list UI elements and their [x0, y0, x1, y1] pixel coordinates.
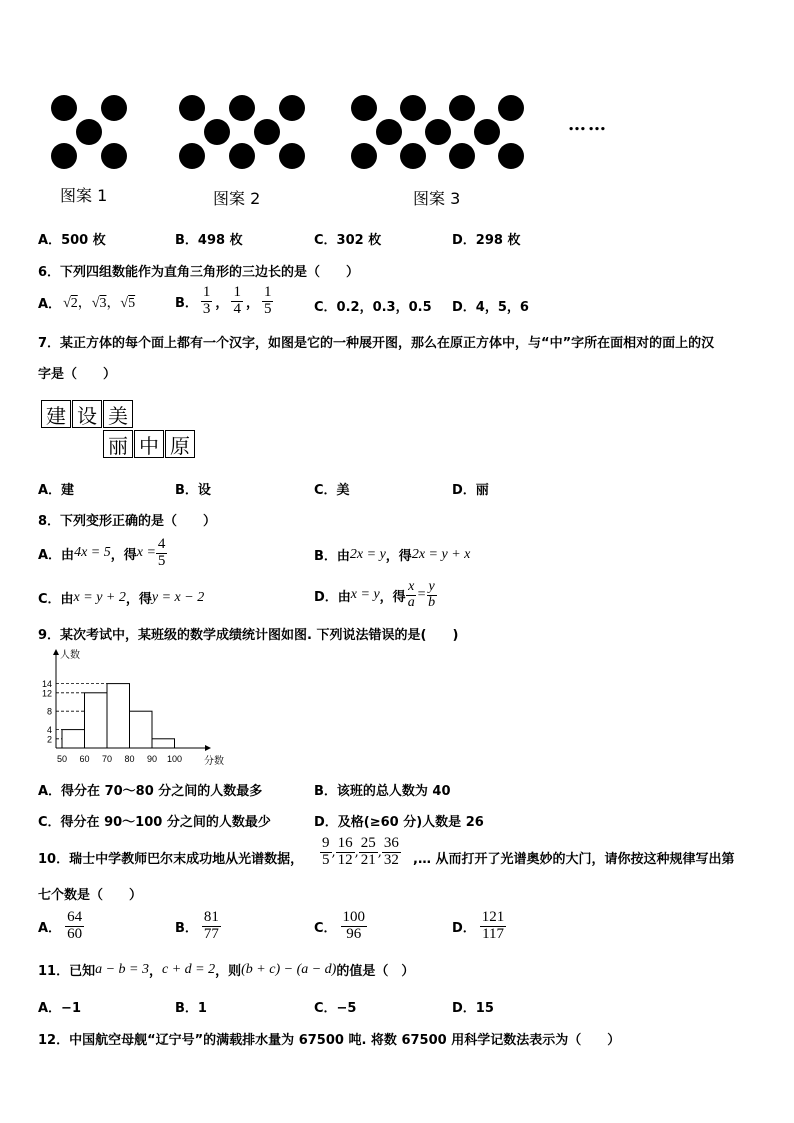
option-a[interactable]: A．500 枚	[38, 233, 106, 248]
option-b[interactable]: B．498 枚	[175, 233, 243, 248]
option-d[interactable]: D．298 枚	[452, 233, 521, 248]
q10-stem-line2: 七个数是（ ）	[38, 888, 143, 903]
q7-option-a[interactable]: A．建	[38, 483, 75, 498]
q7-stem-line2: 字是（ ）	[38, 367, 117, 382]
histogram-bar	[130, 711, 153, 748]
histogram-bar	[62, 730, 85, 748]
q9-option-b[interactable]: B．该班的总人数为 40	[314, 784, 451, 799]
dot-icon	[279, 143, 305, 169]
dot-icon	[204, 119, 230, 145]
q8-option-d[interactable]: D．由 x = y ，得 $\frac{x}{a}$ = $\frac{y}{b}$	[314, 579, 436, 610]
dot-icon	[351, 95, 377, 121]
histogram-chart	[30, 645, 230, 770]
option-c[interactable]: C．302 枚	[314, 233, 382, 248]
dot-icon	[51, 143, 77, 169]
dot-icon	[400, 95, 426, 121]
dot-icon	[449, 95, 475, 121]
q7-stem-line1: 7．某正方体的每个面上都有一个汉字，如图是它的一种展开图，那么在原正方体中，与“中”字所在面相对的面上的汉	[38, 336, 715, 351]
net-cell: 丽	[103, 430, 133, 458]
dot-icon	[425, 119, 451, 145]
q10-stem-pre: 10．瑞士中学教师巴尔末成功地从光谱数据，	[38, 852, 304, 867]
q6-option-b[interactable]: B． $\frac{1}{3}$ ， $\frac{1}{4}$ ， $\frac{1}{5}$	[175, 284, 272, 317]
x-axis-arrow-icon	[205, 745, 211, 751]
q12-stem: 12．中国航空母舰“辽宁号”的满载排水量为 67500 吨. 将数 67500 用科学记数法表示为（ ）	[38, 1033, 621, 1048]
x-tick-label: 100	[166, 754, 183, 764]
q8-option-c[interactable]: C．由 x = y + 2 ，得 y = x − 2	[38, 589, 205, 607]
dot-icon	[498, 143, 524, 169]
y-tick-label: 8	[46, 706, 52, 717]
q9-stem: 9．某次考试中，某班级的数学成绩统计图如图. 下列说法错误的是( )	[38, 628, 459, 643]
q7-option-c[interactable]: C．美	[314, 483, 350, 498]
net-cell: 美	[103, 400, 133, 428]
dot-icon	[254, 119, 280, 145]
net-cell: 原	[165, 430, 195, 458]
net-cell: 建	[41, 400, 71, 428]
histogram-bar	[152, 739, 175, 748]
pattern-label-1: 图案 1	[60, 186, 108, 205]
dot-icon	[101, 143, 127, 169]
pattern-label-3: 图案 3	[413, 189, 461, 208]
x-tick-label: 70	[101, 754, 113, 764]
q6-option-c[interactable]: C．0.2，0.3，0.5	[314, 300, 432, 315]
q8-stem: 8．下列变形正确的是（ ）	[38, 514, 217, 529]
dot-icon	[376, 119, 402, 145]
y-tick-label: 4	[46, 725, 52, 736]
dot-icon	[229, 95, 255, 121]
q7-option-b[interactable]: B．设	[175, 483, 211, 498]
q9-option-c[interactable]: C．得分在 90～100 分之间的人数最少	[38, 815, 271, 830]
q10-sequence: $\frac{9}{5}$ , $\frac{16}{12}$ , $\frac{25}{21}$ , $\frac{36}{32}$	[322, 835, 399, 868]
dot-icon	[400, 143, 426, 169]
x-axis-label: 分数	[204, 756, 224, 767]
q6-stem: 6．下列四组数能作为直角三角形的三边长的是（ ）	[38, 265, 360, 280]
q6-option-a[interactable]: A． √2，√3，√5	[38, 296, 136, 312]
x-tick-label: 60	[79, 754, 90, 764]
y-tick-label: 14	[41, 679, 52, 690]
q11-option-b[interactable]: B．1	[175, 1001, 207, 1016]
dot-icon	[279, 95, 305, 121]
y-tick-label: 12	[41, 688, 52, 699]
q11-option-d[interactable]: D．15	[452, 1001, 494, 1016]
dot-icon	[179, 95, 205, 121]
y-axis-arrow-icon	[53, 649, 59, 655]
q10-option-d[interactable]: D． $\frac{121}{117}$	[452, 909, 505, 942]
q9-option-d[interactable]: D．及格(≥60 分)人数是 26	[314, 815, 484, 830]
net-cell: 中	[134, 430, 164, 458]
dot-icon	[498, 95, 524, 121]
q10-option-b[interactable]: B． $\frac{81}{77}$	[175, 909, 219, 942]
q9-option-a[interactable]: A．得分在 70～80 分之间的人数最多	[38, 784, 263, 799]
y-axis-label: 人数	[60, 650, 80, 661]
q6-option-d[interactable]: D．4，5，6	[452, 300, 529, 315]
q8-option-b[interactable]: B．由 2x = y ，得 2x = y + x	[314, 546, 471, 564]
dot-icon	[474, 119, 500, 145]
q8-option-a[interactable]: A．由 4x = 5 ，得 x = $\frac{4}{5}$	[38, 536, 166, 569]
dot-icon	[179, 143, 205, 169]
pattern-label-2: 图案 2	[213, 189, 261, 208]
dot-icon	[351, 143, 377, 169]
q10-stem-post: ,… 从而打开了光谱奥妙的大门，请你按这种规律写出第	[413, 852, 735, 867]
dot-icon	[51, 95, 77, 121]
ellipsis: ……	[568, 114, 608, 135]
q11-option-c[interactable]: C．−5	[314, 1001, 357, 1016]
dot-icon	[76, 119, 102, 145]
dot-icon	[449, 143, 475, 169]
x-tick-label: 80	[124, 754, 135, 764]
q10-option-c[interactable]: C． $\frac{100}{96}$	[314, 909, 366, 942]
q11-option-a[interactable]: A．−1	[38, 1001, 81, 1016]
x-tick-label: 50	[56, 754, 68, 764]
histogram-bar	[85, 693, 108, 748]
q11-stem: 11．已知 a − b = 3 ， c + d = 2 ，则 (b + c) − (a − d) 的值是（ ）	[38, 961, 415, 979]
x-tick-label: 90	[146, 754, 158, 764]
q10-option-a[interactable]: A． $\frac{64}{60}$	[38, 909, 83, 942]
y-tick-label: 2	[46, 734, 52, 745]
histogram-bar	[107, 684, 130, 748]
dot-icon	[229, 143, 255, 169]
q7-option-d[interactable]: D．丽	[452, 483, 489, 498]
net-cell: 设	[72, 400, 102, 428]
dot-icon	[101, 95, 127, 121]
